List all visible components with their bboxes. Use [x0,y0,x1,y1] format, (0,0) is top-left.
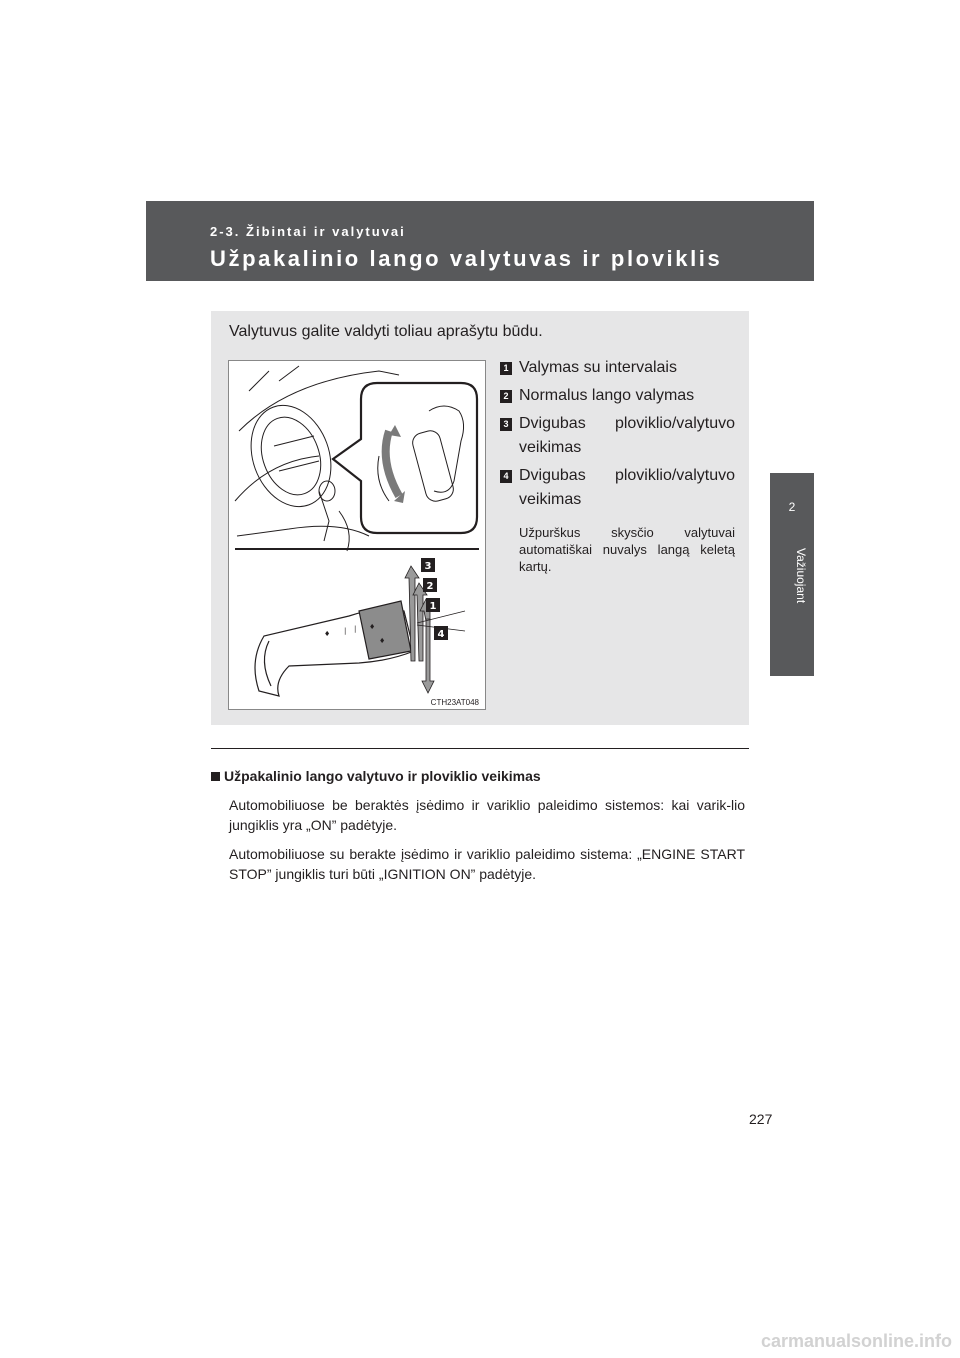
svg-text:1: 1 [429,601,437,612]
chapter-label: Važiuojant [794,548,808,604]
legend-item-4 [497,464,735,512]
number-badge: 4 [500,470,512,483]
watermark: carmanualsonline.info [760,1331,952,1351]
chapter-tab [770,473,814,676]
square-bullet-icon [211,772,220,781]
legend-item-3 [497,412,735,460]
legend-text: Valymas su intervalais [519,359,677,376]
header-band [146,201,814,281]
note-paragraph-1: Automobiliuose be beraktės įsėdimo ir variklio paleidimo sistemos: kai varik-lio jungiklis yra „ON” padėtyje. [229,797,745,833]
chapter-number: 2 [788,500,796,514]
legend-note: Užpurškus skysčio valytuvai automatiškai nuvalys langą keletą kartų. [519,525,735,574]
callout-2 [423,578,437,592]
intro-text: Valytuvus galite valdyti toliau aprašytu būdu. [229,323,543,340]
svg-text:3: 3 [424,561,432,572]
number-badge: 3 [500,418,512,431]
svg-text:2: 2 [426,581,434,592]
notes-section [211,766,745,884]
svg-text:♦: ♦ [324,630,331,638]
svg-text:♦: ♦ [369,623,376,631]
number-badge: 1 [500,362,512,375]
figure-code: CTH23AT048 [430,698,479,707]
callout-3 [421,558,435,572]
wiper-lever-figure [228,360,486,710]
legend-text: Normalus lango valymas [519,387,695,404]
info-box [211,311,749,725]
legend-text: Dvigubas ploviklio/valytuvo veikimas [519,467,735,508]
svg-text:|: | [344,627,347,635]
svg-text:♦: ♦ [379,637,386,645]
legend-item-2 [497,384,735,408]
page-title: Užpakalinio lango valytuvas ir ploviklis [210,246,723,271]
legend-item-1 [497,356,735,380]
legend [497,356,735,575]
svg-text:4: 4 [437,629,445,640]
legend-text: Dvigubas ploviklio/valytuvo veikimas [519,415,735,456]
page-number: 227 [749,1111,773,1127]
note-paragraph-2: Automobiliuose su berakte įsėdimo ir variklio paleidimo sistema: „ENGINE START STOP” jungiklis turi būti „IGNITION ON” padėtyje. [229,846,745,882]
section-label: 2-3. Žibintai ir valytuvai [210,224,406,239]
number-badge: 2 [500,390,512,403]
divider-rule [211,748,749,749]
svg-text:|: | [354,625,357,633]
wiper-illustration [229,361,485,709]
callout-4 [434,626,448,640]
zoom-callout [333,383,477,533]
callout-1 [426,598,440,612]
note-heading: Užpakalinio lango valytuvo ir ploviklio veikimas [211,766,745,786]
